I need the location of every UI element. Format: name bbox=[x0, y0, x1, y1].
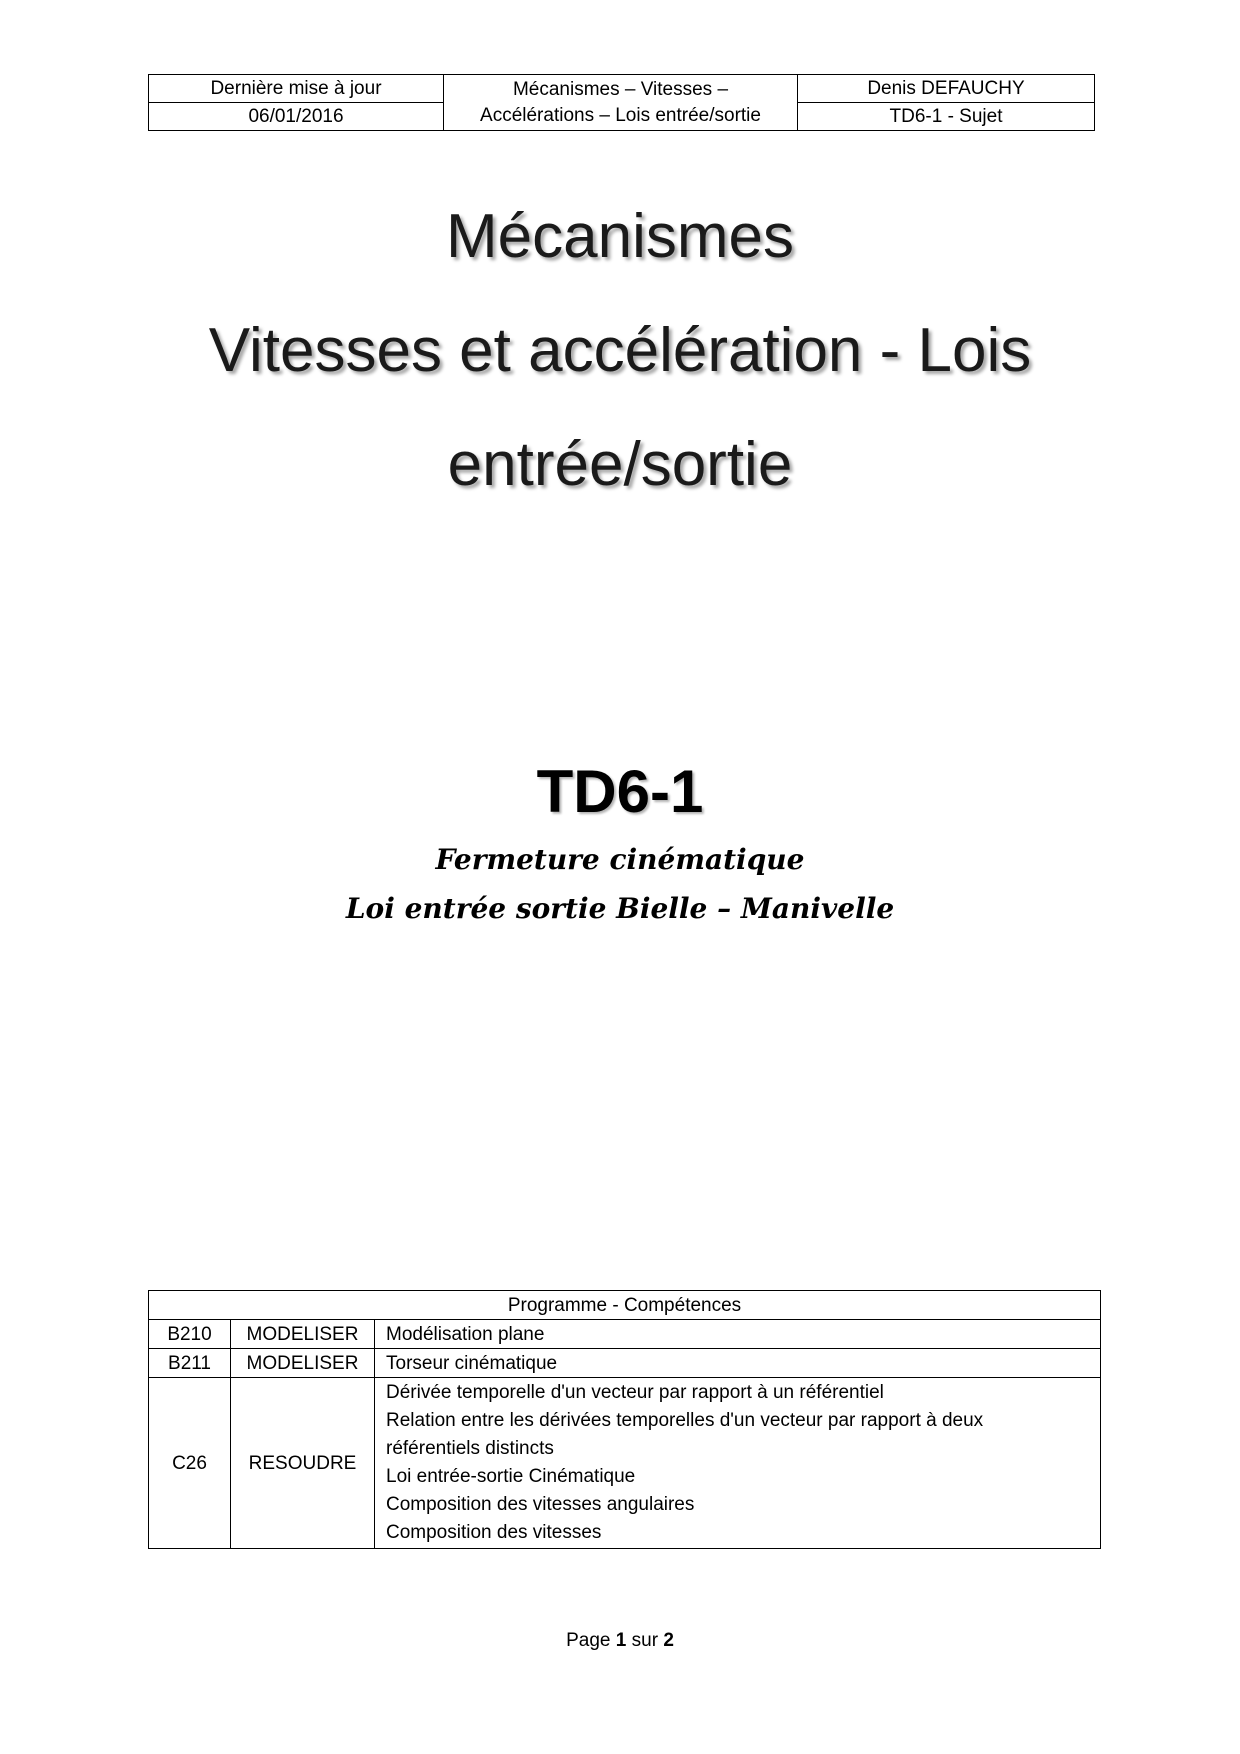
competence-items bbox=[375, 1378, 1101, 1549]
subject-cell bbox=[444, 75, 798, 131]
td-subtitle-1: Fermeture cinématique bbox=[435, 843, 805, 876]
competence-code: B211 bbox=[149, 1349, 231, 1378]
competence-item: Torseur cinématique bbox=[375, 1349, 1101, 1378]
competence-verb: RESOUDRE bbox=[231, 1378, 375, 1549]
last-update-label: Dernière mise à jour bbox=[149, 75, 444, 103]
competence-code: C26 bbox=[149, 1378, 231, 1549]
main-title bbox=[0, 180, 1240, 522]
page-total: 2 bbox=[663, 1630, 674, 1651]
page-current: 1 bbox=[615, 1630, 627, 1651]
table-row bbox=[149, 1378, 1101, 1549]
td-code: TD6-1 bbox=[536, 758, 704, 825]
competence-item: Composition des vitesses angulaires bbox=[386, 1494, 695, 1515]
competence-code: B210 bbox=[149, 1320, 231, 1349]
competence-item: référentiels distincts bbox=[386, 1438, 554, 1459]
table-row bbox=[149, 1320, 1101, 1349]
author: Denis DEFAUCHY bbox=[798, 75, 1095, 103]
competence-verb: MODELISER bbox=[231, 1349, 375, 1378]
main-title-line-1: Mécanismes bbox=[446, 202, 794, 271]
of-word: sur bbox=[631, 1630, 659, 1651]
competence-item: Relation entre les dérivées temporelles d'un vecteur par rapport à deux bbox=[386, 1410, 984, 1431]
doc-id: TD6-1 - Sujet bbox=[798, 103, 1095, 131]
page-footer bbox=[0, 1630, 1240, 1652]
competence-item: Composition des vitesses bbox=[386, 1522, 602, 1543]
subject-line-2: Accélérations – Lois entrée/sortie bbox=[480, 104, 761, 126]
competence-verb: MODELISER bbox=[231, 1320, 375, 1349]
table-row bbox=[149, 1349, 1101, 1378]
competences-table bbox=[148, 1290, 1101, 1549]
competence-item: Loi entrée-sortie Cinématique bbox=[386, 1466, 636, 1487]
competences-heading: Programme - Compétences bbox=[149, 1291, 1101, 1320]
subject-line-1: Mécanismes – Vitesses – bbox=[512, 78, 729, 100]
update-date: 06/01/2016 bbox=[149, 103, 444, 131]
main-title-line-3: entrée/sortie bbox=[447, 430, 793, 499]
main-title-line-2: Vitesses et accélération - Lois bbox=[208, 316, 1032, 385]
header-table bbox=[148, 74, 1095, 131]
td-subtitle-2: Loi entrée sortie Bielle – Manivelle bbox=[345, 892, 895, 925]
competence-item: Modélisation plane bbox=[375, 1320, 1101, 1349]
competence-item: Dérivée temporelle d'un vecteur par rapport à un référentiel bbox=[386, 1382, 884, 1403]
page-word: Page bbox=[566, 1630, 611, 1651]
